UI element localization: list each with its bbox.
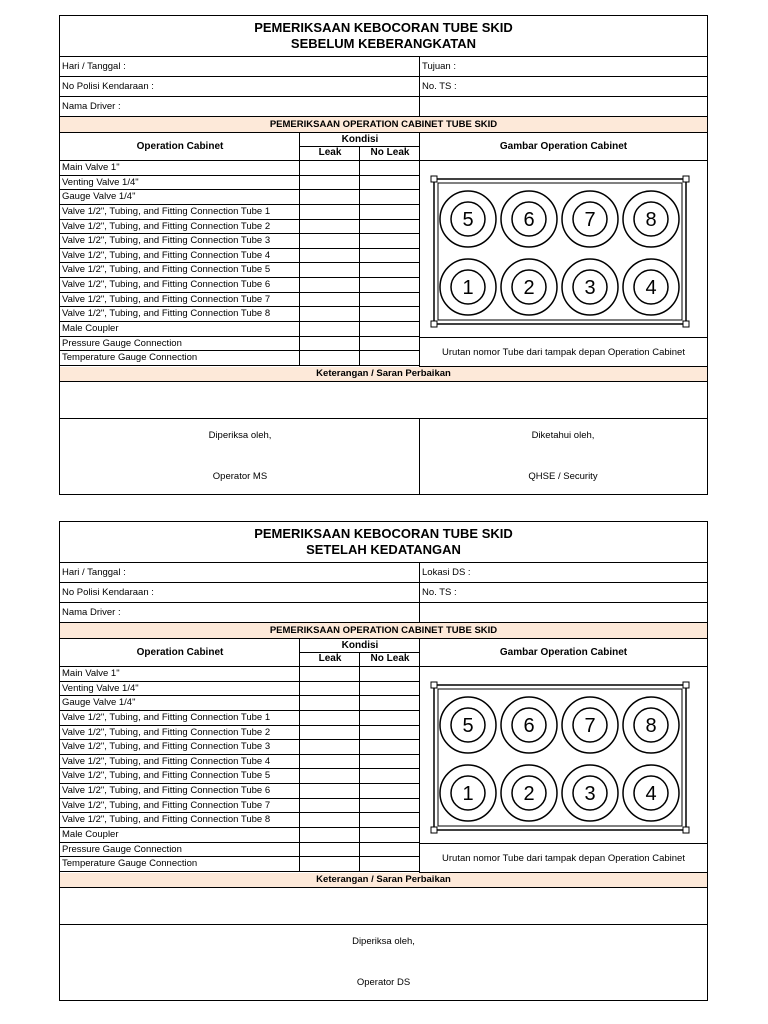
title-line-1: PEMERIKSAAN KEBOCORAN TUBE SKID bbox=[254, 526, 513, 541]
sign-center-role: Operator DS bbox=[356, 977, 411, 988]
checklist-item-label: Valve 1/2", Tubing, and Fitting Connection Tube 7 bbox=[60, 799, 300, 814]
no-leak-checkbox-cell[interactable] bbox=[359, 667, 420, 682]
form-title bbox=[60, 522, 707, 563]
tube-number: 5 bbox=[462, 209, 474, 231]
checklist-item-label: Gauge Valve 1/4" bbox=[60, 696, 300, 711]
checklist-item-label: Temperature Gauge Connection bbox=[60, 857, 300, 872]
diagram-caption: Urutan nomor Tube dari tampak depan Operation Cabinet bbox=[419, 337, 707, 367]
checklist-item-label: Valve 1/2", Tubing, and Fitting Connection Tube 3 bbox=[60, 234, 300, 249]
frame-corner-bolt bbox=[431, 682, 437, 688]
tube-number: 2 bbox=[523, 277, 535, 299]
no-leak-checkbox-cell[interactable] bbox=[359, 293, 420, 308]
notes-header: Keterangan / Saran Perbaikan bbox=[60, 873, 707, 888]
tube-number: 4 bbox=[645, 783, 657, 805]
leak-checkbox-cell[interactable] bbox=[299, 220, 360, 235]
no-leak-checkbox-cell[interactable] bbox=[359, 857, 420, 872]
form-title bbox=[60, 16, 707, 57]
no-leak-checkbox-cell[interactable] bbox=[359, 176, 420, 191]
no-leak-checkbox-cell[interactable] bbox=[359, 205, 420, 220]
leak-checkbox-cell[interactable] bbox=[299, 857, 360, 872]
checklist-item-label: Valve 1/2", Tubing, and Fitting Connection Tube 2 bbox=[60, 726, 300, 741]
no-leak-checkbox-cell[interactable] bbox=[359, 234, 420, 249]
col-operation-cabinet: Operation Cabinet bbox=[60, 639, 300, 667]
leak-checkbox-cell[interactable] bbox=[299, 351, 360, 366]
frame-corner-bolt bbox=[431, 321, 437, 327]
section-header: PEMERIKSAAN OPERATION CABINET TUBE SKID bbox=[60, 623, 707, 639]
leak-checkbox-cell[interactable] bbox=[299, 337, 360, 352]
no-leak-checkbox-cell[interactable] bbox=[359, 726, 420, 741]
leak-checkbox-cell[interactable] bbox=[299, 263, 360, 278]
tube-number: 5 bbox=[462, 715, 474, 737]
leak-checkbox-cell[interactable] bbox=[299, 784, 360, 799]
notes-input-area[interactable] bbox=[60, 382, 707, 419]
tube-number: 3 bbox=[584, 783, 596, 805]
col-no-leak: No Leak bbox=[359, 652, 420, 667]
info-field-right[interactable] bbox=[419, 97, 707, 117]
no-leak-checkbox-cell[interactable] bbox=[359, 813, 420, 828]
info-field-left[interactable]: No Polisi Kendaraan : bbox=[60, 77, 420, 97]
notes-header: Keterangan / Saran Perbaikan bbox=[60, 367, 707, 382]
info-field-left[interactable]: Hari / Tanggal : bbox=[60, 563, 420, 583]
col-kondisi: Kondisi bbox=[299, 133, 420, 147]
no-leak-checkbox-cell[interactable] bbox=[359, 828, 420, 843]
leak-checkbox-cell[interactable] bbox=[299, 843, 360, 858]
col-leak: Leak bbox=[299, 146, 360, 161]
no-leak-checkbox-cell[interactable] bbox=[359, 278, 420, 293]
sign-right-role: QHSE / Security bbox=[528, 471, 598, 482]
form-before-departure bbox=[59, 15, 708, 495]
checklist-item-label: Valve 1/2", Tubing, and Fitting Connection Tube 3 bbox=[60, 740, 300, 755]
no-leak-checkbox-cell[interactable] bbox=[359, 711, 420, 726]
sign-right-label: Diketahui oleh, bbox=[531, 430, 595, 441]
frame-corner-bolt bbox=[431, 176, 437, 182]
col-operation-cabinet: Operation Cabinet bbox=[60, 133, 300, 161]
checklist-item-label: Main Valve 1" bbox=[60, 161, 300, 176]
tube-number: 2 bbox=[523, 783, 535, 805]
leak-checkbox-cell[interactable] bbox=[299, 769, 360, 784]
leak-checkbox-cell[interactable] bbox=[299, 726, 360, 741]
leak-checkbox-cell[interactable] bbox=[299, 696, 360, 711]
no-leak-checkbox-cell[interactable] bbox=[359, 755, 420, 770]
diagram-caption: Urutan nomor Tube dari tampak depan Operation Cabinet bbox=[419, 843, 707, 873]
no-leak-checkbox-cell[interactable] bbox=[359, 263, 420, 278]
col-no-leak: No Leak bbox=[359, 146, 420, 161]
sign-left-role: Operator MS bbox=[212, 471, 268, 482]
tube-number: 3 bbox=[584, 277, 596, 299]
form-after-arrival bbox=[59, 521, 708, 1001]
no-leak-checkbox-cell[interactable] bbox=[359, 220, 420, 235]
frame-corner-bolt bbox=[683, 682, 689, 688]
checklist-item-label: Valve 1/2", Tubing, and Fitting Connection Tube 5 bbox=[60, 769, 300, 784]
tube-number: 7 bbox=[584, 715, 596, 737]
checklist-item-label: Male Coupler bbox=[60, 322, 300, 337]
sign-left-label: Diperiksa oleh, bbox=[208, 430, 272, 441]
leak-checkbox-cell[interactable] bbox=[299, 205, 360, 220]
title-line-1: PEMERIKSAAN KEBOCORAN TUBE SKID bbox=[254, 20, 513, 35]
leak-checkbox-cell[interactable] bbox=[299, 682, 360, 697]
leak-checkbox-cell[interactable] bbox=[299, 307, 360, 322]
leak-checkbox-cell[interactable] bbox=[299, 667, 360, 682]
frame-corner-bolt bbox=[683, 321, 689, 327]
section-header: PEMERIKSAAN OPERATION CABINET TUBE SKID bbox=[60, 117, 707, 133]
checklist-item-label: Pressure Gauge Connection bbox=[60, 337, 300, 352]
tube-number: 6 bbox=[523, 209, 535, 231]
leak-checkbox-cell[interactable] bbox=[299, 176, 360, 191]
info-field-left[interactable]: Hari / Tanggal : bbox=[60, 57, 420, 77]
frame-corner-bolt bbox=[683, 176, 689, 182]
leak-checkbox-cell[interactable] bbox=[299, 799, 360, 814]
checklist-item-label: Main Valve 1" bbox=[60, 667, 300, 682]
checklist-item-label: Valve 1/2", Tubing, and Fitting Connection Tube 4 bbox=[60, 249, 300, 264]
sign-center-label: Diperiksa oleh, bbox=[352, 936, 415, 947]
col-gambar: Gambar Operation Cabinet bbox=[419, 639, 707, 667]
info-field-right[interactable]: Lokasi DS : bbox=[419, 563, 707, 583]
frame-corner-bolt bbox=[431, 827, 437, 833]
tube-number: 1 bbox=[462, 783, 474, 805]
checklist-item-label: Venting Valve 1/4" bbox=[60, 682, 300, 697]
checklist-item-label: Valve 1/2", Tubing, and Fitting Connection Tube 7 bbox=[60, 293, 300, 308]
info-field-left[interactable]: Nama Driver : bbox=[60, 97, 420, 117]
operation-cabinet-diagram bbox=[430, 174, 692, 330]
checklist-item-label: Male Coupler bbox=[60, 828, 300, 843]
leak-checkbox-cell[interactable] bbox=[299, 278, 360, 293]
tube-number: 6 bbox=[523, 715, 535, 737]
leak-checkbox-cell[interactable] bbox=[299, 711, 360, 726]
leak-checkbox-cell[interactable] bbox=[299, 293, 360, 308]
checklist-item-label: Valve 1/2", Tubing, and Fitting Connection Tube 6 bbox=[60, 784, 300, 799]
checklist-item-label: Pressure Gauge Connection bbox=[60, 843, 300, 858]
tube-number: 1 bbox=[462, 277, 474, 299]
info-field-right[interactable]: No. TS : bbox=[419, 583, 707, 603]
info-field-left[interactable]: No Polisi Kendaraan : bbox=[60, 583, 420, 603]
no-leak-checkbox-cell[interactable] bbox=[359, 740, 420, 755]
checklist-item-label: Valve 1/2", Tubing, and Fitting Connection Tube 5 bbox=[60, 263, 300, 278]
no-leak-checkbox-cell[interactable] bbox=[359, 307, 420, 322]
checklist-item-label: Valve 1/2", Tubing, and Fitting Connection Tube 1 bbox=[60, 205, 300, 220]
checklist-item-label: Valve 1/2", Tubing, and Fitting Connection Tube 4 bbox=[60, 755, 300, 770]
no-leak-checkbox-cell[interactable] bbox=[359, 784, 420, 799]
checklist-item-label: Valve 1/2", Tubing, and Fitting Connection Tube 2 bbox=[60, 220, 300, 235]
no-leak-checkbox-cell[interactable] bbox=[359, 799, 420, 814]
no-leak-checkbox-cell[interactable] bbox=[359, 682, 420, 697]
leak-checkbox-cell[interactable] bbox=[299, 828, 360, 843]
no-leak-checkbox-cell[interactable] bbox=[359, 769, 420, 784]
leak-checkbox-cell[interactable] bbox=[299, 161, 360, 176]
tube-number: 4 bbox=[645, 277, 657, 299]
no-leak-checkbox-cell[interactable] bbox=[359, 322, 420, 337]
no-leak-checkbox-cell[interactable] bbox=[359, 843, 420, 858]
checklist-item-label: Valve 1/2", Tubing, and Fitting Connection Tube 8 bbox=[60, 813, 300, 828]
tube-number: 7 bbox=[584, 209, 596, 231]
checklist-item-label: Valve 1/2", Tubing, and Fitting Connection Tube 6 bbox=[60, 278, 300, 293]
operation-cabinet-diagram bbox=[430, 680, 692, 836]
info-field-right[interactable] bbox=[419, 603, 707, 623]
checklist-item-label: Gauge Valve 1/4" bbox=[60, 190, 300, 205]
tube-number: 8 bbox=[645, 715, 657, 737]
info-field-right[interactable]: Tujuan : bbox=[419, 57, 707, 77]
no-leak-checkbox-cell[interactable] bbox=[359, 190, 420, 205]
info-field-right[interactable]: No. TS : bbox=[419, 77, 707, 97]
no-leak-checkbox-cell[interactable] bbox=[359, 337, 420, 352]
leak-checkbox-cell[interactable] bbox=[299, 322, 360, 337]
notes-input-area[interactable] bbox=[60, 888, 707, 925]
leak-checkbox-cell[interactable] bbox=[299, 234, 360, 249]
leak-checkbox-cell[interactable] bbox=[299, 190, 360, 205]
col-kondisi: Kondisi bbox=[299, 639, 420, 653]
info-field-left[interactable]: Nama Driver : bbox=[60, 603, 420, 623]
title-line-2: SEBELUM KEBERANGKATAN bbox=[290, 36, 477, 51]
leak-checkbox-cell[interactable] bbox=[299, 740, 360, 755]
checklist-item-label: Valve 1/2", Tubing, and Fitting Connection Tube 8 bbox=[60, 307, 300, 322]
frame-corner-bolt bbox=[683, 827, 689, 833]
tube-number: 8 bbox=[645, 209, 657, 231]
col-gambar: Gambar Operation Cabinet bbox=[419, 133, 707, 161]
leak-checkbox-cell[interactable] bbox=[299, 755, 360, 770]
no-leak-checkbox-cell[interactable] bbox=[359, 696, 420, 711]
title-line-2: SETELAH KEDATANGAN bbox=[306, 542, 461, 557]
no-leak-checkbox-cell[interactable] bbox=[359, 351, 420, 366]
checklist-item-label: Temperature Gauge Connection bbox=[60, 351, 300, 366]
no-leak-checkbox-cell[interactable] bbox=[359, 161, 420, 176]
col-leak: Leak bbox=[299, 652, 360, 667]
leak-checkbox-cell[interactable] bbox=[299, 249, 360, 264]
checklist-item-label: Venting Valve 1/4" bbox=[60, 176, 300, 191]
no-leak-checkbox-cell[interactable] bbox=[359, 249, 420, 264]
leak-checkbox-cell[interactable] bbox=[299, 813, 360, 828]
checklist-item-label: Valve 1/2", Tubing, and Fitting Connection Tube 1 bbox=[60, 711, 300, 726]
